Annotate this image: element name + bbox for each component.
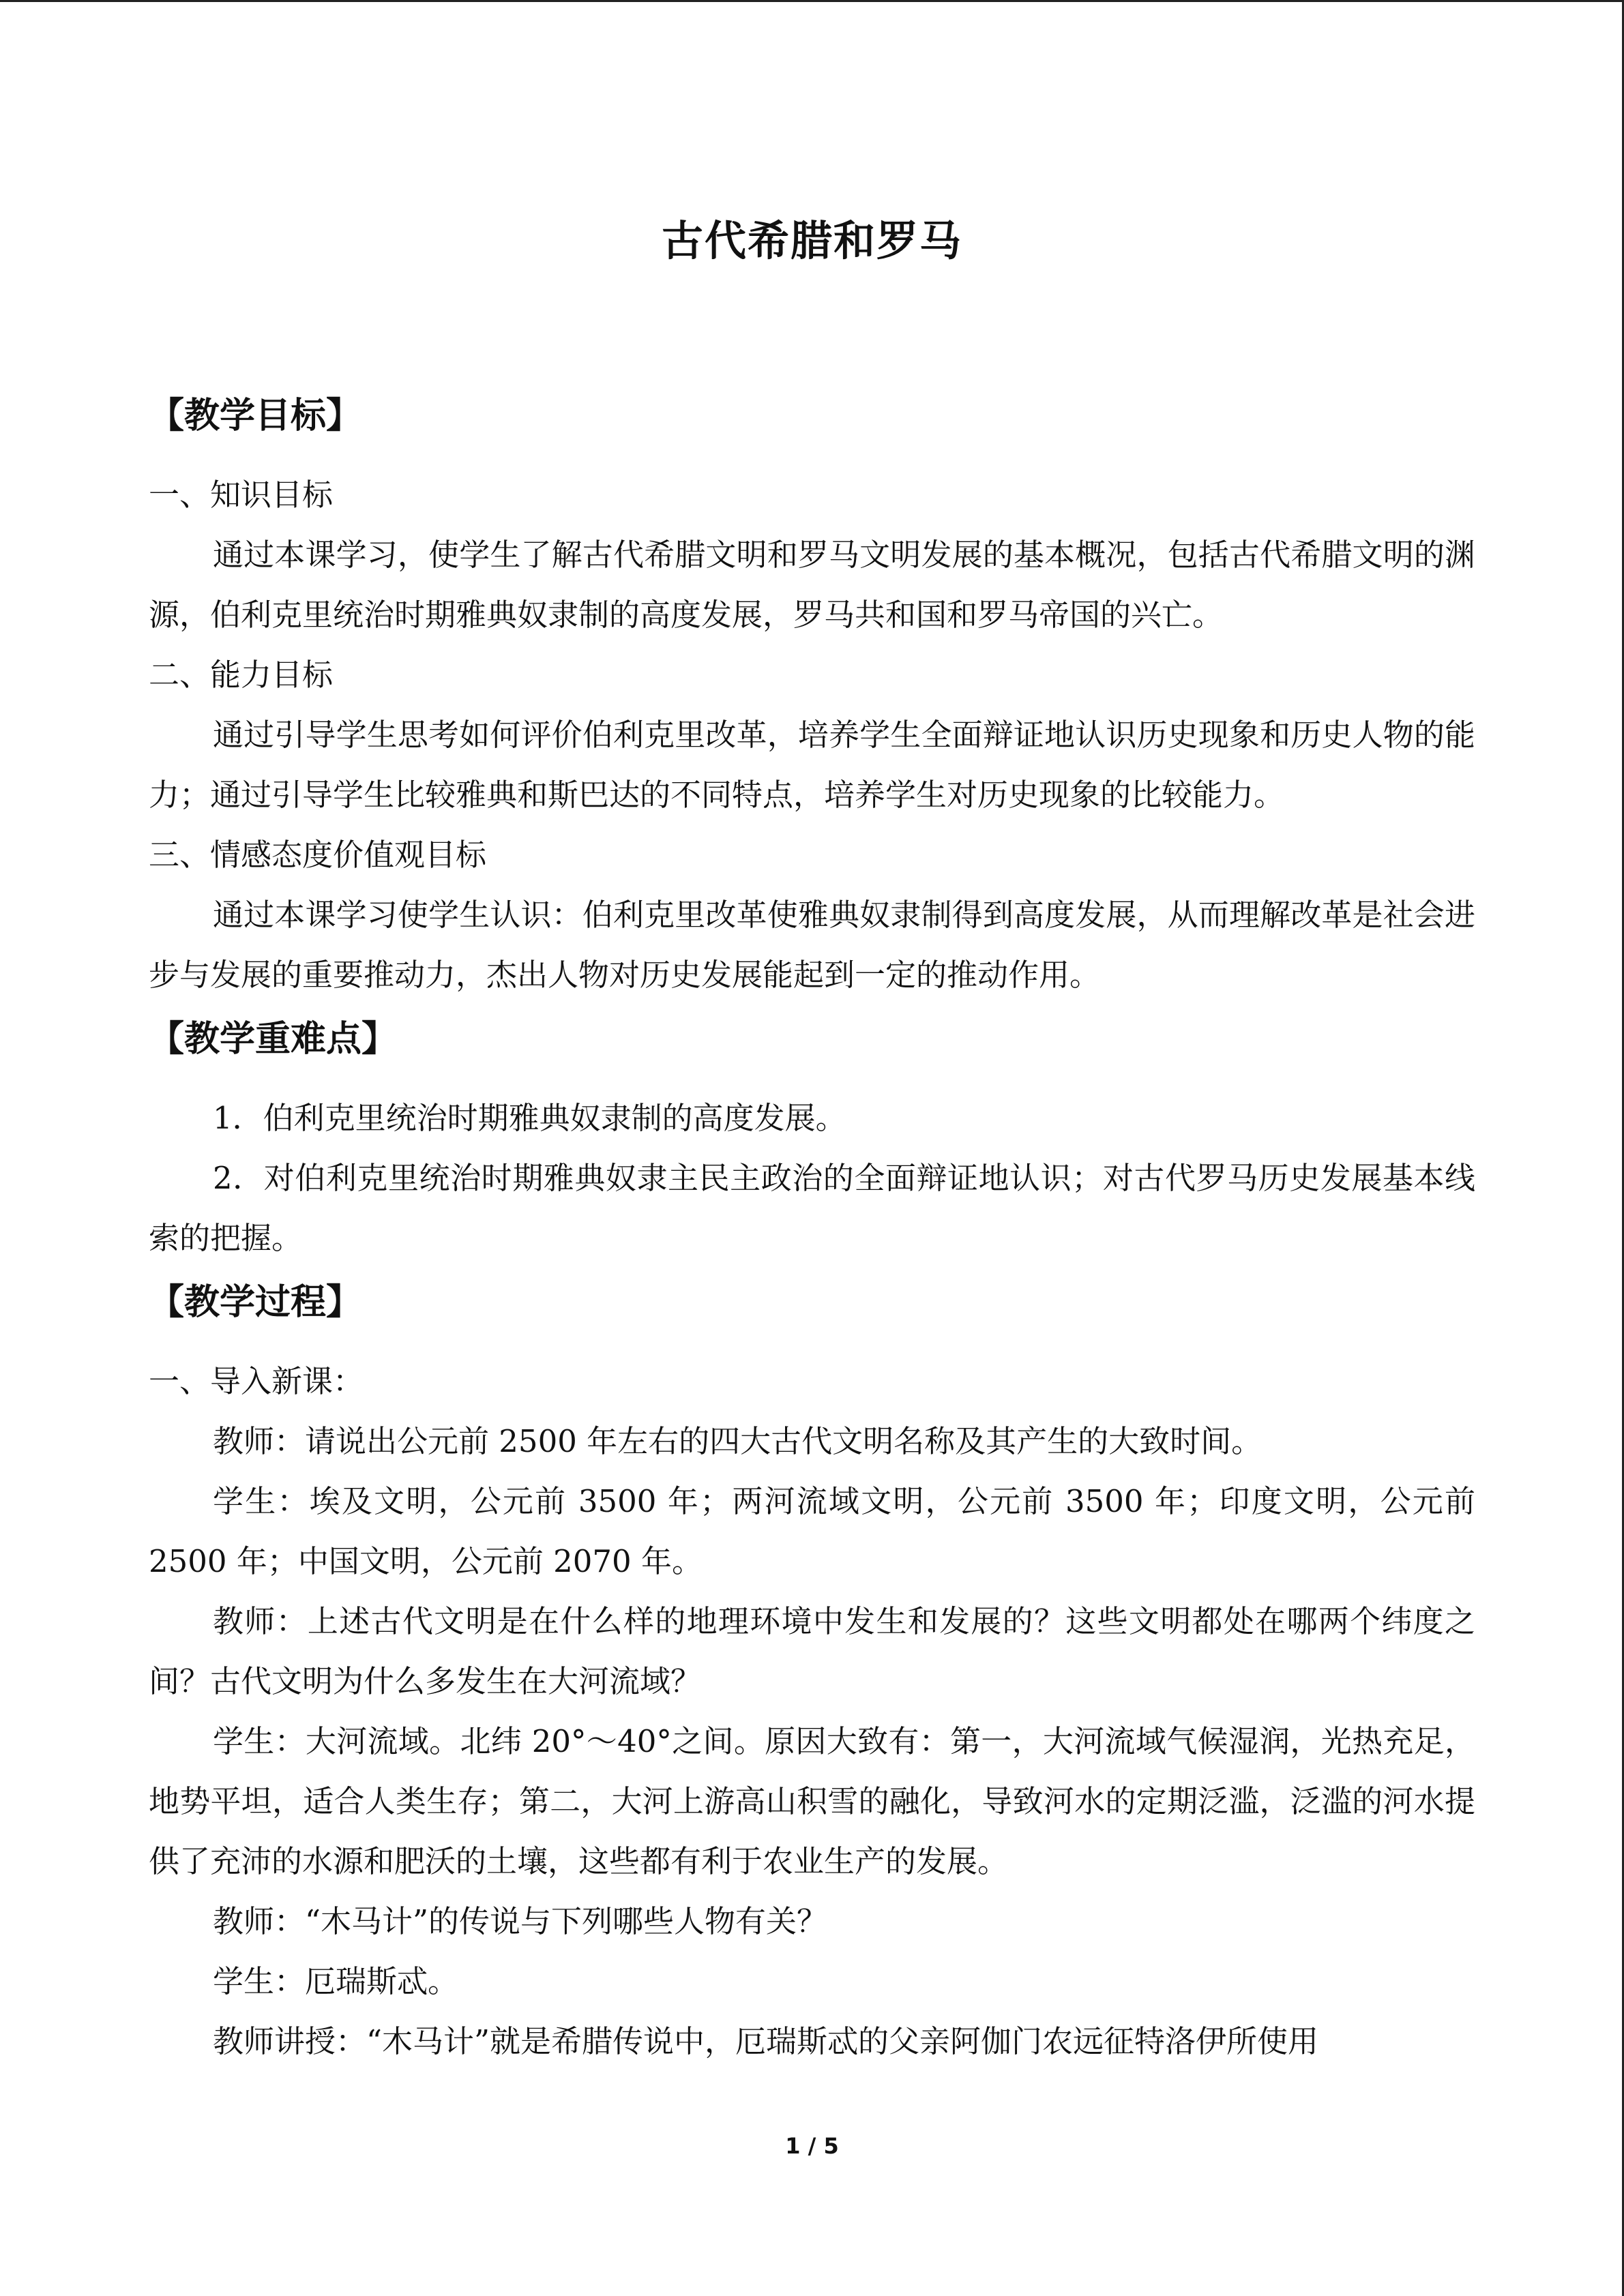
document-body: [149, 382, 1475, 2072]
key-points-heading: 【教学重难点】: [149, 1018, 398, 1060]
dialogue-paragraph: 教师讲授：“木马计”就是希腊传说中，厄瑞斯忒的父亲阿伽门农远征特洛伊所使用: [213, 2023, 1319, 2059]
dialogue-paragraph: 学生：厄瑞斯忒。: [213, 1963, 459, 1999]
key-point-item: 1．伯利克里统治时期雅典奴隶制的高度发展。: [213, 1100, 846, 1136]
document-title: 古代希腊和罗马: [661, 217, 962, 265]
knowledge-objective-heading: 一、知识目标: [149, 477, 334, 513]
key-point-item: 2．对伯利克里统治时期雅典奴隶主民主政治的全面辩证地认识；对古代罗马历史发展基本线索的把握。: [149, 1160, 1475, 1256]
dialogue-paragraph: 学生：大河流域。北纬 20°～40°之间。原因大致有：第一，大河流域气候湿润，光热充足，地势平坦，适合人类生存；第二，大河上游高山积雪的融化，导致河水的定期泛滥，泛滥的河水提供了充沛的水源和肥沃的土壤，这些都有利于农业生产的发展。: [149, 1723, 1475, 1879]
emotion-objective-heading: 三、情感态度价值观目标: [149, 837, 487, 873]
dialogue-paragraph: 学生：埃及文明，公元前 3500 年；两河流域文明，公元前 3500 年；印度文明，公元前 2500 年；中国文明，公元前 2070 年。: [149, 1483, 1475, 1579]
page-border-top: [0, 0, 1624, 2]
dialogue-paragraph: 教师：上述古代文明是在什么样的地理环境中发生和发展的？这些文明都处在哪两个纬度之间？古代文明为什么多发生在大河流域？: [149, 1603, 1475, 1699]
dialogue-paragraph: 教师：“木马计”的传说与下列哪些人物有关？: [213, 1903, 828, 1939]
objectives-heading: 【教学目标】: [149, 395, 362, 436]
knowledge-objective-text: 通过本课学习，使学生了解古代希腊文明和罗马文明发展的基本概况，包括古代希腊文明的渊源，伯利克里统治时期雅典奴隶制的高度发展，罗马共和国和罗马帝国的兴亡。: [149, 537, 1475, 633]
page-number: 1 / 5: [785, 2133, 839, 2159]
intro-heading: 一、导入新课：: [149, 1363, 364, 1399]
dialogue-paragraph: 教师：请说出公元前 2500 年左右的四大古代文明名称及其产生的大致时间。: [213, 1423, 1263, 1459]
ability-objective-heading: 二、能力目标: [149, 657, 334, 693]
process-heading: 【教学过程】: [149, 1281, 362, 1323]
emotion-objective-text: 通过本课学习使学生认识：伯利克里改革使雅典奴隶制得到高度发展，从而理解改革是社会进步与发展的重要推动力，杰出人物对历史发展能起到一定的推动作用。: [149, 897, 1475, 993]
ability-objective-text: 通过引导学生思考如何评价伯利克里改革，培养学生全面辩证地认识历史现象和历史人物的能力；通过引导学生比较雅典和斯巴达的不同特点，培养学生对历史现象的比较能力。: [149, 717, 1475, 813]
